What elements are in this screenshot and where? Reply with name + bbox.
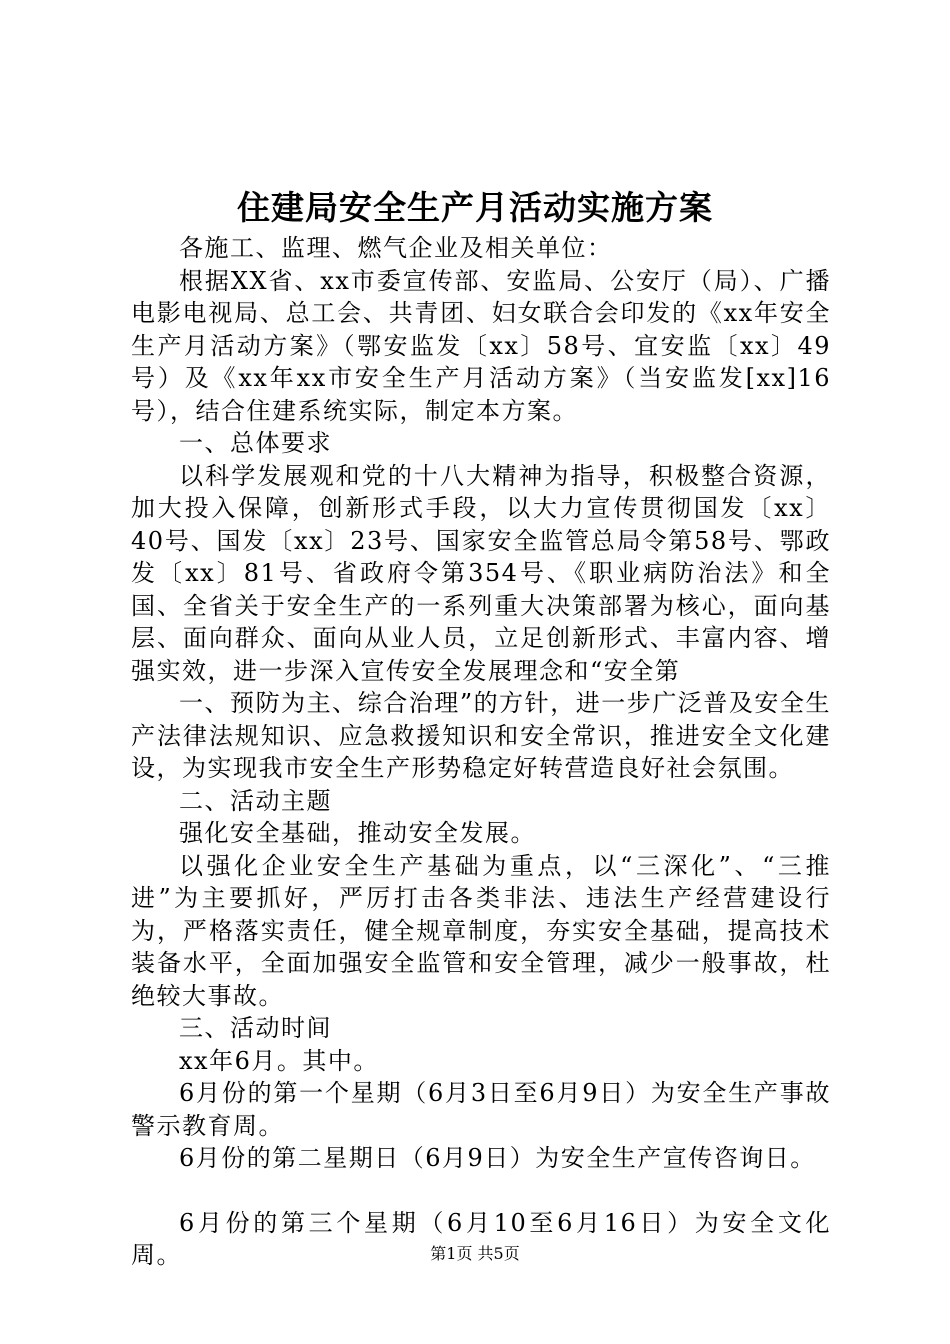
paragraph-theme: 强化安全基础，推动安全发展。 — [179, 819, 536, 847]
page-footer: 第1页 共5页 — [430, 1244, 520, 1263]
paragraph-requirements-cont: 一、预防为主、综合治理”的方针，进一步广泛普及安全生产法律法规知识、应急救援知识和安全常识，推进安全文化建设，为实现我市安全生产形势稳定好转营造良好社会氛围。 — [131, 689, 831, 782]
paragraph-time: xx年6月。其中。 — [179, 1046, 379, 1075]
section-heading-2: 二、活动主题 — [179, 786, 332, 815]
document-title: 住建局安全生产月活动实施方案 — [237, 188, 713, 227]
paragraph-requirements: 以科学发展观和党的十八大精神为指导，积极整合资源，加大投入保障，创新形式手段，以大力宣传贯彻国发〔xx〕40号、国发〔xx〕23号、国家安全监管总局令第58号、鄂政发〔xx〕81号、省政府令第354号、《职业病防治法》和全国、全省关于安全生产的一系列重大决策部署为核心，面向基层、面向群众、面向从业人员，立足创新形式、丰富内容、增强实效，进一步深入宣传安全发展理念和“安全第 — [131, 461, 831, 685]
paragraph-day-2: 6月份的第二星期日（6月9日）为安全生产宣传咨询日。 — [179, 1144, 816, 1172]
paragraph-intro: 根据XX省、xx市委宣传部、安监局、公安厅（局）、广播电影电视局、总工会、共青团、妇女联合会印发的《xx年安全生产月活动方案》（鄂安监发〔xx〕58号、宜安监〔xx〕49号）及《xx年xx市安全生产月活动方案》（当安监发[xx]16号），结合住建系统实际，制定本方案。 — [131, 266, 831, 425]
paragraph-addressee: 各施工、监理、燃气企业及相关单位： — [179, 234, 613, 262]
paragraph-week-1: 6月份的第一个星期（6月3日至6月9日）为安全生产事故警示教育周。 — [131, 1079, 831, 1140]
section-heading-3: 三、活动时间 — [179, 1014, 332, 1042]
paragraph-week-3: 6月份的第三个星期（6月10至6月16日）为安全文化周。 — [131, 1208, 831, 1269]
paragraph-theme-detail: 以强化企业安全生产基础为重点，以“三深化”、“三推进”为主要抓好，严厉打击各类非法、违法生产经营建设行为，严格落实责任，健全规章制度，夯实安全基础，提高技术装备水平，全面加强安全监管和安全管理，减少一般事故，杜绝较大事故。 — [131, 851, 831, 1010]
document-body — [131, 232, 831, 1272]
section-heading-1: 一、总体要求 — [179, 429, 332, 457]
